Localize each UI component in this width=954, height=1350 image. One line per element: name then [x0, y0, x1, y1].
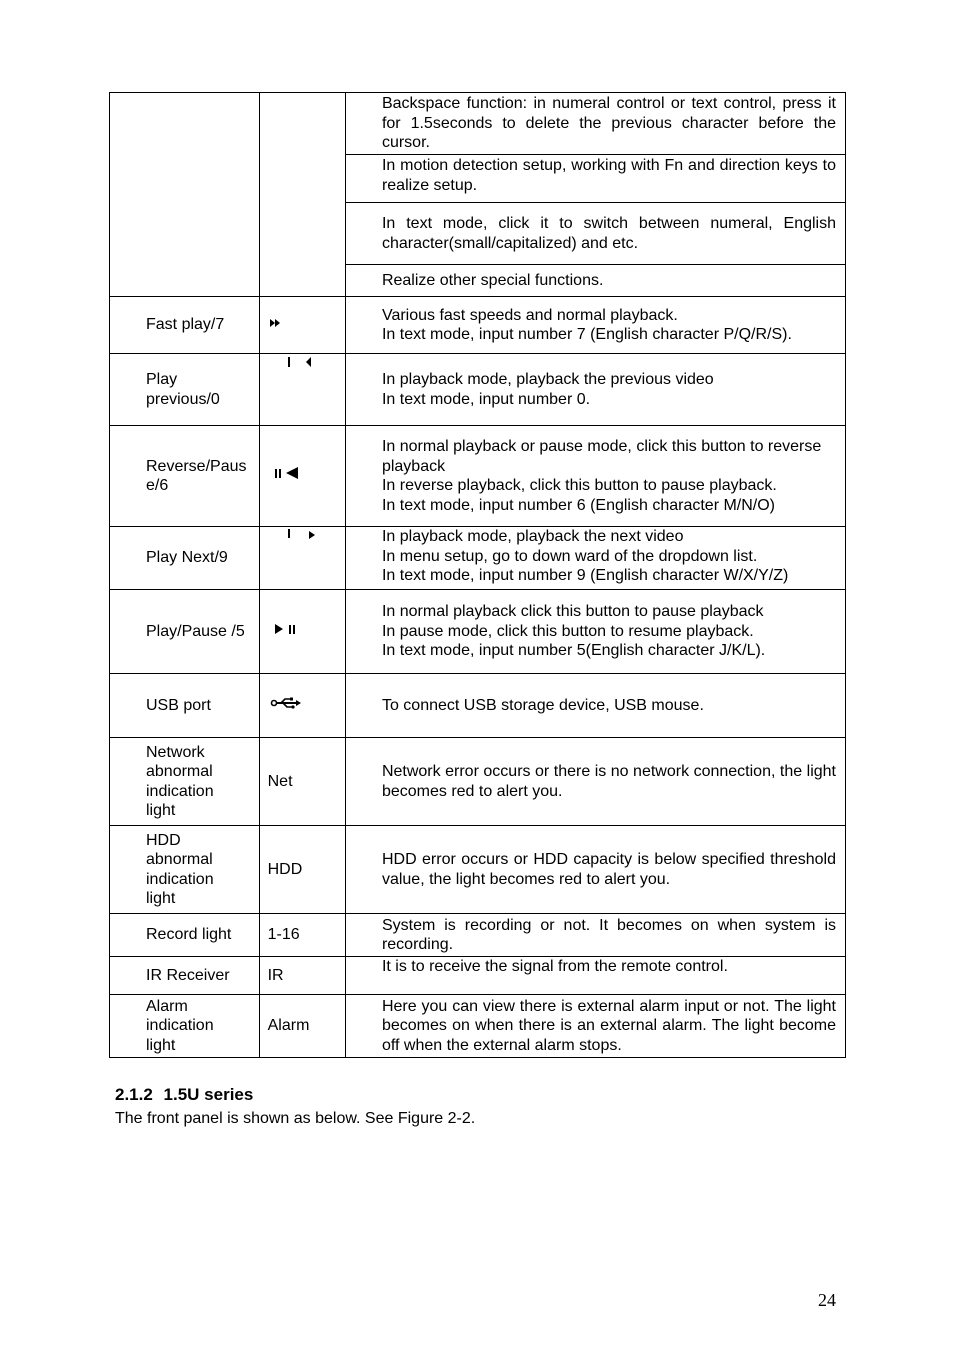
symbol-cell	[259, 426, 345, 527]
function-description: Realize other special functions.	[345, 265, 845, 297]
button-name: Fast play/7	[110, 297, 260, 354]
button-name	[110, 738, 260, 826]
button-name: USB port	[110, 674, 260, 738]
button-name	[110, 354, 260, 426]
symbol-cell: Alarm	[259, 995, 345, 1058]
symbol-cell: Net	[259, 738, 345, 826]
function-description	[345, 590, 845, 674]
description-line: In normal playback click this button to pause playback	[381, 603, 764, 621]
description-line: In text mode, input number 5(English character J/K/L).	[381, 642, 766, 660]
button-name	[110, 995, 260, 1058]
button-name-text: HDD abnormal indication light	[146, 831, 214, 907]
skip-next-icon	[280, 528, 324, 544]
symbol-cell	[259, 674, 345, 738]
description-line: In reverse playback, click this button to pause playback.	[381, 477, 777, 494]
symbol-cell	[259, 354, 345, 426]
description-line: In text mode, input number 9 (English character W/X/Y/Z)	[381, 567, 789, 584]
symbol-cell: 1-16	[259, 914, 345, 957]
page-number: 24	[818, 1290, 836, 1310]
symbol-cell	[259, 527, 345, 590]
function-description	[345, 914, 845, 957]
function-description	[345, 674, 845, 738]
description-line: In menu setup, go to down ward of the dropdown list.	[381, 547, 758, 565]
description-line: playback	[381, 457, 446, 475]
blank-cell	[259, 93, 345, 297]
function-description	[345, 527, 845, 590]
front-panel-table	[109, 92, 846, 1058]
function-description	[345, 995, 845, 1058]
button-name-text: Reverse/Pause/6	[146, 457, 247, 494]
description-line: System is recording or not. It becomes on when system is recording.	[381, 916, 836, 953]
function-description: In text mode, click it to switch between numeral, English character(small/capitalized) and etc.	[345, 203, 845, 265]
function-description	[345, 354, 845, 426]
description-line: Various fast speeds and normal playback.	[381, 306, 678, 324]
description-line: In normal playback or pause mode, click this button to reverse	[381, 438, 822, 455]
button-name: Play/Pause /5	[110, 590, 260, 674]
symbol-cell: IR	[259, 957, 345, 995]
symbol-cell: HDD	[259, 826, 345, 914]
description-line: HDD error occurs or HDD capacity is below specified threshold value, the light becomes red to alert you.	[381, 851, 836, 888]
button-name: Play Next/9	[110, 527, 260, 590]
blank-cell	[110, 93, 260, 297]
usb-icon	[270, 696, 302, 710]
description-line: In playback mode, playback the previous video	[381, 371, 714, 388]
function-description	[345, 297, 845, 354]
button-name: Record light	[110, 914, 260, 957]
function-description	[345, 957, 845, 995]
button-name	[110, 426, 260, 527]
section-number: 2.1.2	[115, 1085, 153, 1104]
description-line: It is to receive the signal from the remote control.	[381, 958, 728, 975]
section-heading	[115, 1085, 253, 1105]
button-name-text: Play previous/0	[146, 371, 220, 408]
description-line: In text mode, input number 0.	[381, 390, 591, 408]
button-name-text: Network abnormal indication light	[146, 743, 214, 819]
button-name	[110, 826, 260, 914]
button-name-text: Alarm indication light	[146, 997, 214, 1054]
reverse-pause-icon	[272, 465, 306, 481]
description-line: In text mode, input number 6 (English character M/N/O)	[381, 496, 776, 514]
description-line: In pause mode, click this button to resume playback.	[381, 622, 754, 640]
function-description	[345, 826, 845, 914]
description-line: In playback mode, playback the next video	[381, 528, 684, 545]
description-line: Here you can view there is external alarm input or not. The light becomes on when there is an external alarm. The light become off when the external alarm stops.	[381, 997, 836, 1054]
fast-forward-icon	[268, 317, 282, 329]
skip-previous-icon	[280, 356, 320, 372]
function-description: In motion detection setup, working with Fn and direction keys to realize setup.	[345, 155, 845, 203]
description-line: Network error occurs or there is no network connection, the light becomes red to alert you.	[381, 763, 836, 800]
body-paragraph: The front panel is shown as below. See Figure 2-2.	[115, 1110, 476, 1127]
description-line: In text mode, input number 7 (English character P/Q/R/S).	[381, 326, 792, 343]
button-name: IR Receiver	[110, 957, 260, 995]
description-line: To connect USB storage device, USB mouse.	[381, 696, 704, 714]
function-description	[345, 738, 845, 826]
symbol-cell	[259, 590, 345, 674]
symbol-cell	[259, 297, 345, 354]
function-description	[345, 426, 845, 527]
play-pause-icon	[272, 622, 302, 636]
section-title: 1.5U series	[163, 1085, 254, 1104]
function-description: Backspace function: in numeral control or text control, press it for 1.5seconds to delete the previous character before the cursor.	[345, 93, 845, 155]
